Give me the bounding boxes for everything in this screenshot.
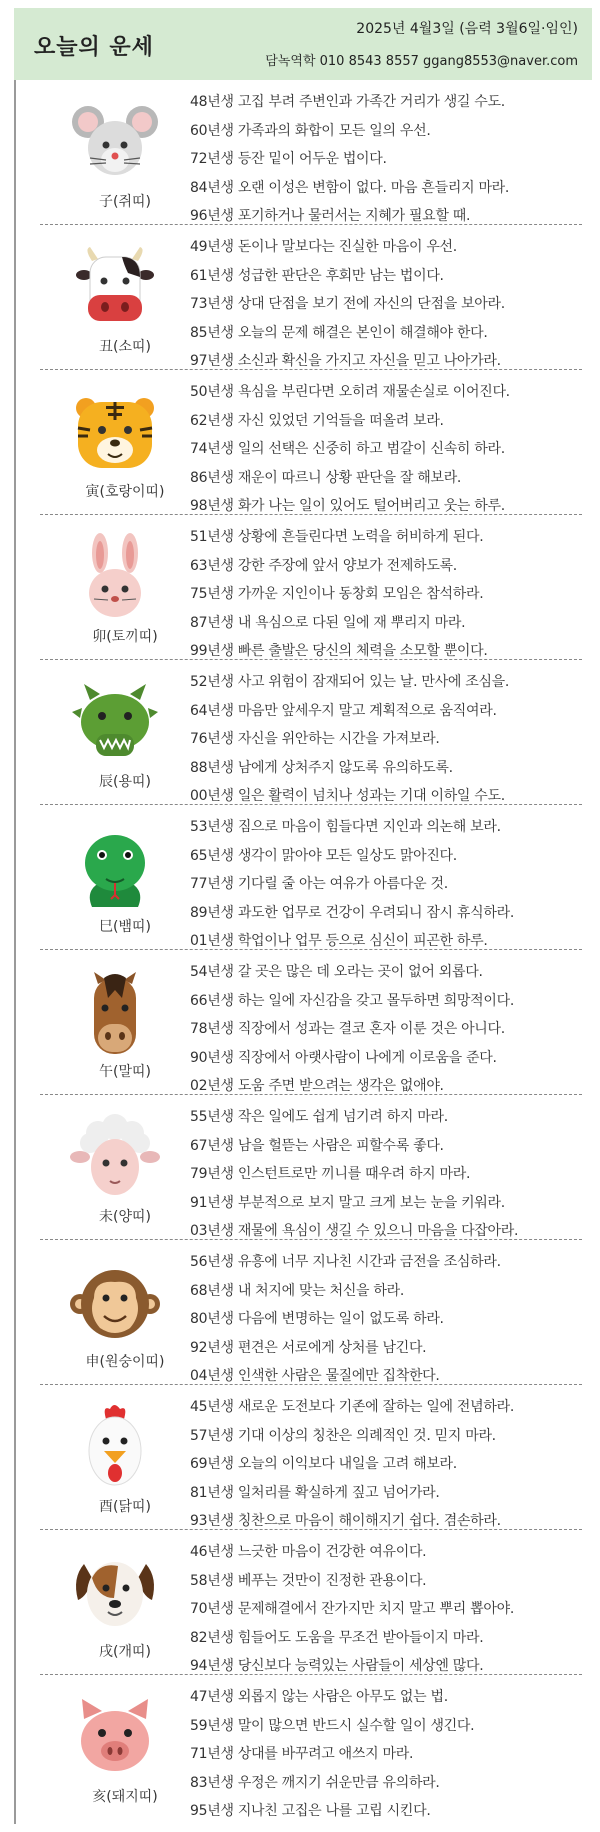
tiger-icon	[70, 388, 160, 478]
fortune-lines	[190, 233, 590, 376]
fortune-line: 04년생 인색한 사람은 물질에만 집착한다.	[190, 1368, 440, 1384]
fortune-line: 82년생 힘들어도 도움을 무조건 받아들이지 마라.	[190, 1629, 484, 1646]
fortune-line: 49년생 돈이나 말보다는 진실한 마음이 우선.	[190, 239, 457, 255]
sheep-icon	[70, 1113, 160, 1203]
zodiac-sign: 午(말띠)	[99, 1064, 151, 1080]
fortune-lines	[190, 1248, 590, 1391]
zodiac-row-monkey	[14, 1240, 592, 1385]
fortune-line: 84년생 오랜 이성은 변함이 없다. 마음 흔들리지 마라.	[190, 179, 510, 196]
zodiac-row-sheep	[14, 1095, 592, 1240]
fortune-line: 89년생 과도한 업무로 건강이 우려되니 잠시 휴식하라.	[190, 904, 514, 921]
fortune-line: 53년생 짐으로 마음이 힘들다면 지인과 의논해 보라.	[190, 819, 501, 835]
fortune-line: 72년생 등잔 밑이 어두운 법이다.	[190, 151, 387, 167]
contact-text: 담녹역학 010 8543 8557 ggang8553@naver.com	[265, 54, 578, 69]
fortune-line: 70년생 문제해결에서 잔가지만 치지 말고 뿌리 뽑아야.	[190, 1601, 514, 1617]
fortune-line: 78년생 직장에서 성과는 결코 혼자 이룬 것은 아니다.	[190, 1021, 505, 1037]
fortune-line: 90년생 직장에서 아랫사람이 나에게 이로움을 준다.	[190, 1049, 497, 1066]
fortune-lines	[190, 378, 590, 521]
fortune-line: 76년생 자신을 위안하는 시간을 가져보라.	[190, 731, 440, 747]
fortune-line: 73년생 상대 단점을 보기 전에 자신의 단점을 보아라.	[190, 296, 505, 312]
fortune-line: 01년생 학업이나 업무 등으로 심신이 피곤한 하루.	[190, 933, 488, 949]
fortune-line: 62년생 자신 있었던 기억들을 떠올려 보라.	[190, 412, 444, 429]
snake-icon	[70, 823, 160, 913]
zodiac-sign: 丑(소띠)	[99, 339, 151, 355]
fortune-line: 86년생 재운이 따르니 상황 판단을 잘 해보라.	[190, 469, 462, 486]
fortune-line: 98년생 화가 나는 일이 있어도 털어버리고 웃는 하루.	[190, 498, 505, 514]
zodiac-sign: 辰(용띠)	[99, 774, 151, 790]
zodiac-sign: 巳(뱀띠)	[99, 919, 151, 935]
rabbit-icon	[70, 533, 160, 623]
fortune-line: 68년생 내 처지에 맞는 처신을 하라.	[190, 1282, 405, 1299]
fortune-line: 96년생 포기하거나 물러서는 지혜가 필요할 때.	[190, 208, 471, 224]
dragon-icon	[70, 678, 160, 768]
ox-icon	[70, 243, 160, 333]
fortune-line: 03년생 재물에 욕심이 생길 수 있으니 마음을 다잡아라.	[190, 1223, 519, 1239]
fortune-line: 50년생 욕심을 부린다면 오히려 재물손실로 이어진다.	[190, 384, 510, 400]
fortune-line: 52년생 사고 위험이 잠재되어 있는 날. 만사에 조심을.	[190, 674, 510, 690]
fortune-line: 56년생 유흥에 너무 지나친 시간과 금전을 조심하라.	[190, 1254, 501, 1270]
fortune-line: 74년생 일의 선택은 신중히 하고 범갈이 신속히 하라.	[190, 441, 505, 457]
rat-icon	[70, 98, 160, 188]
zodiac-row-snake	[14, 805, 592, 950]
fortune-line: 91년생 부분적으로 보지 말고 크게 보는 눈을 키워라.	[190, 1194, 505, 1211]
zodiac-row-rabbit	[14, 515, 592, 660]
fortune-line: 93년생 칭찬으로 마음이 해이해지기 쉽다. 겸손하라.	[190, 1513, 501, 1529]
fortune-line: 61년생 성급한 판단은 후회만 남는 법이다.	[190, 267, 444, 284]
fortune-lines	[190, 1393, 590, 1536]
date-text: 2025년 4월3일 (음력 3월6일·임인)	[356, 21, 578, 37]
zodiac-sign: 酉(닭띠)	[99, 1499, 151, 1515]
zodiac-row-dragon	[14, 660, 592, 805]
zodiac-sign: 申(원숭이띠)	[85, 1354, 165, 1370]
zodiac-sign: 未(양띠)	[99, 1209, 151, 1225]
fortune-lines	[190, 1538, 590, 1681]
fortune-lines	[190, 813, 590, 956]
zodiac-sign: 寅(호랑이띠)	[85, 484, 165, 500]
fortune-line: 71년생 상대를 바꾸려고 애쓰지 마라.	[190, 1746, 414, 1762]
fortune-line: 00년생 일은 활력이 넘치나 성과는 기대 이하일 수도.	[190, 788, 505, 804]
zodiac-row-rooster	[14, 1385, 592, 1530]
dog-icon	[70, 1548, 160, 1638]
fortune-line: 45년생 새로운 도전보다 기존에 잘하는 일에 전념하라.	[190, 1399, 514, 1415]
rooster-icon	[70, 1403, 160, 1493]
horse-icon	[70, 968, 160, 1058]
zodiac-sign: 亥(돼지띠)	[92, 1789, 158, 1805]
fortune-line: 63년생 강한 주장에 앞서 양보가 전제하도록.	[190, 557, 457, 574]
fortune-line: 99년생 빠른 출발은 당신의 체력을 소모할 뿐이다.	[190, 643, 488, 659]
fortune-line: 79년생 인스턴트로만 끼니를 때우려 하지 마라.	[190, 1166, 471, 1182]
fortune-line: 48년생 고집 부려 주변인과 가족간 거리가 생길 수도.	[190, 94, 505, 110]
zodiac-sign: 子(쥐띠)	[99, 194, 151, 210]
fortune-line: 64년생 마음만 앞세우지 말고 계획적으로 움직여라.	[190, 702, 497, 719]
fortune-lines	[190, 958, 590, 1101]
zodiac-sign: 卯(토끼띠)	[92, 629, 158, 645]
fortune-line: 47년생 외롭지 않는 사람은 아무도 없는 법.	[190, 1689, 448, 1705]
zodiac-row-horse	[14, 950, 592, 1095]
fortune-line: 92년생 편견은 서로에게 상처를 남긴다.	[190, 1339, 427, 1356]
fortune-lines	[190, 523, 590, 666]
fortune-line: 59년생 말이 많으면 반드시 실수할 일이 생긴다.	[190, 1717, 475, 1734]
zodiac-row-pig	[14, 1675, 592, 1820]
fortune-line: 65년생 생각이 맑아야 모든 일상도 맑아진다.	[190, 847, 457, 864]
pig-icon	[70, 1693, 160, 1783]
fortune-lines	[190, 668, 590, 811]
fortune-list	[14, 80, 592, 1824]
fortune-line: 75년생 가까운 지인이나 동창회 모임은 참석하라.	[190, 586, 484, 602]
fortune-line: 54년생 갈 곳은 많은 데 오라는 곳이 없어 외롭다.	[190, 964, 483, 980]
monkey-icon	[70, 1258, 160, 1348]
fortune-line: 95년생 지나친 고집은 나를 고립 시킨다.	[190, 1803, 431, 1819]
header	[14, 8, 592, 80]
zodiac-row-dog	[14, 1530, 592, 1675]
fortune-line: 77년생 기다릴 줄 아는 여유가 아름다운 것.	[190, 876, 448, 892]
fortune-line: 69년생 오늘의 이익보다 내일을 고려 해보라.	[190, 1456, 457, 1472]
fortune-line: 55년생 작은 일에도 쉽게 넘기려 하지 마라.	[190, 1109, 448, 1125]
fortune-line: 02년생 도움 주면 받으려는 생각은 없애야.	[190, 1078, 444, 1094]
fortune-lines	[190, 1683, 590, 1826]
fortune-line: 80년생 다음에 변명하는 일이 없도록 하라.	[190, 1311, 444, 1327]
fortune-lines	[190, 88, 590, 231]
fortune-line: 51년생 상황에 흔들린다면 노력을 허비하게 된다.	[190, 529, 484, 545]
zodiac-sign: 戌(개띠)	[99, 1644, 151, 1660]
fortune-line: 97년생 소신과 확신을 가지고 자신을 믿고 나아가라.	[190, 353, 501, 369]
page-title: 오늘의 운세	[34, 35, 154, 60]
fortune-line: 81년생 일처리를 확실하게 짚고 넘어가라.	[190, 1484, 440, 1501]
zodiac-row-rat	[14, 80, 592, 225]
zodiac-row-ox	[14, 225, 592, 370]
fortune-line: 85년생 오늘의 문제 해결은 본인이 해결해야 한다.	[190, 324, 488, 341]
fortune-line: 58년생 베푸는 것만이 진정한 관용이다.	[190, 1572, 427, 1589]
fortune-line: 60년생 가족과의 화합이 모든 일의 우선.	[190, 122, 431, 139]
fortune-line: 87년생 내 욕심으로 다된 일에 재 뿌리지 마라.	[190, 614, 466, 631]
zodiac-row-tiger	[14, 370, 592, 515]
fortune-line: 83년생 우정은 깨지기 쉬운만큼 유의하라.	[190, 1774, 440, 1791]
fortune-line: 67년생 남을 헐뜯는 사람은 피할수록 좋다.	[190, 1137, 444, 1154]
fortune-line: 46년생 느긋한 마음이 건강한 여유이다.	[190, 1544, 427, 1560]
fortune-lines	[190, 1103, 590, 1246]
fortune-line: 94년생 당신보다 능력있는 사람들이 세상엔 많다.	[190, 1658, 484, 1674]
fortune-line: 57년생 기대 이상의 칭찬은 의례적인 것. 믿지 마라.	[190, 1427, 496, 1444]
fortune-line: 66년생 하는 일에 자신감을 갖고 몰두하면 희망적이다.	[190, 992, 514, 1009]
fortune-line: 88년생 남에게 상처주지 않도록 유의하도록.	[190, 759, 453, 776]
